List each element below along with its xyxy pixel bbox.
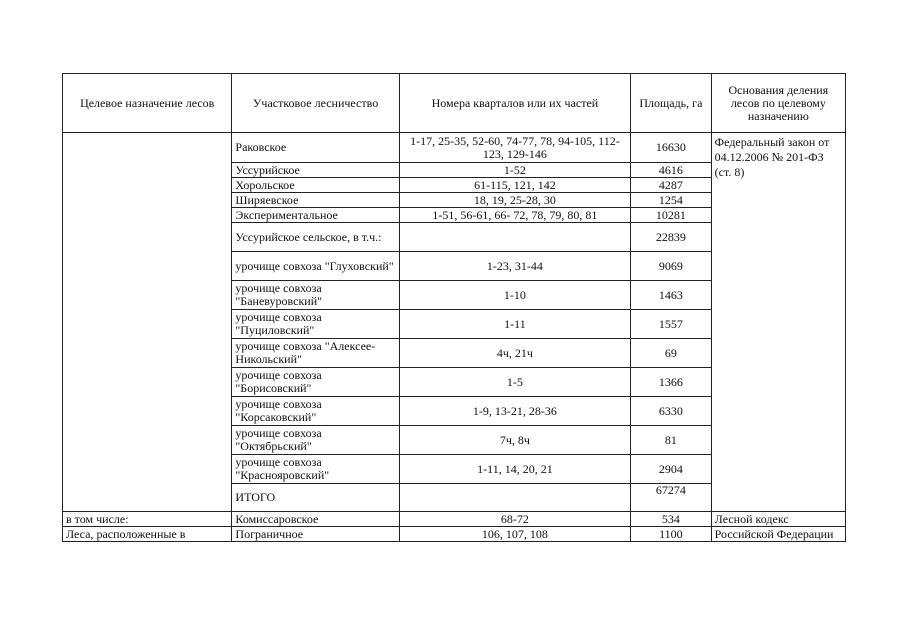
area-cell: 534	[631, 512, 712, 527]
header-district: Участковое лесничество	[232, 74, 399, 133]
quarters-cell: 68-72	[399, 512, 630, 527]
area-cell: 4287	[631, 178, 712, 193]
quarters-cell: 1-17, 25-35, 52-60, 74-77, 78, 94-105, 112-123, 129-146	[399, 133, 630, 163]
district-cell: Уссурийское	[232, 163, 399, 178]
basis-cell: Российской Федерации	[711, 527, 845, 542]
district-cell: урочище совхоза "Корсаковский"	[232, 397, 399, 426]
forest-purpose-table	[62, 73, 846, 542]
area-cell: 81	[631, 426, 712, 455]
header-area: Площадь, га	[631, 74, 712, 133]
district-cell: урочище совхоза "Краснояровский"	[232, 455, 399, 484]
quarters-cell: 1-5	[399, 368, 630, 397]
quarters-cell: 4ч, 21ч	[399, 339, 630, 368]
header-purpose: Целевое назначение лесов	[63, 74, 232, 133]
quarters-cell: 1-9, 13-21, 28-36	[399, 397, 630, 426]
area-cell: 9069	[631, 252, 712, 281]
basis-cell: Лесной кодекс	[711, 512, 845, 527]
basis-cell: Федеральный закон от 04.12.2006 № 201-ФЗ (ст. 8)	[711, 133, 845, 512]
area-cell: 2904	[631, 455, 712, 484]
district-cell: урочище совхоза "Октябрьский"	[232, 426, 399, 455]
area-cell: 22839	[631, 223, 712, 252]
area-cell: 6330	[631, 397, 712, 426]
quarters-cell	[399, 223, 630, 252]
area-cell: 1463	[631, 281, 712, 310]
district-cell: Уссурийское сельское, в т.ч.:	[232, 223, 399, 252]
district-cell: Хорольское	[232, 178, 399, 193]
district-cell: урочище совхоза "Баневуровский"	[232, 281, 399, 310]
area-cell: 1254	[631, 193, 712, 208]
quarters-cell: 18, 19, 25-28, 30	[399, 193, 630, 208]
district-cell: Комиссаровское	[232, 512, 399, 527]
quarters-cell: 61-115, 121, 142	[399, 178, 630, 193]
table-row	[63, 133, 846, 163]
table-row	[63, 512, 846, 527]
quarters-cell: 1-11	[399, 310, 630, 339]
area-cell: 69	[631, 339, 712, 368]
area-cell: 1366	[631, 368, 712, 397]
quarters-cell: 1-52	[399, 163, 630, 178]
quarters-cell: 1-10	[399, 281, 630, 310]
area-cell: 4616	[631, 163, 712, 178]
header-basis: Основания деления лесов по целевому назначению	[711, 74, 845, 133]
total-quarters-empty	[399, 484, 630, 512]
purpose-cell: Леса, расположенные в	[63, 527, 232, 542]
quarters-cell: 106, 107, 108	[399, 527, 630, 542]
table-header-row	[63, 74, 846, 133]
purpose-cell-empty	[63, 133, 232, 512]
district-cell: Ширяевское	[232, 193, 399, 208]
quarters-cell: 1-51, 56-61, 66- 72, 78, 79, 80, 81	[399, 208, 630, 223]
district-cell: Экспериментальное	[232, 208, 399, 223]
table-row	[63, 527, 846, 542]
district-cell: Пограничное	[232, 527, 399, 542]
header-quarters: Номера кварталов или их частей	[399, 74, 630, 133]
quarters-cell: 7ч, 8ч	[399, 426, 630, 455]
area-cell: 10281	[631, 208, 712, 223]
district-cell: урочище совхоза "Алексее-Никольский"	[232, 339, 399, 368]
district-cell: урочище совхоза "Пуциловский"	[232, 310, 399, 339]
total-label: ИТОГО	[232, 484, 399, 512]
district-cell: урочище совхоза "Глуховский"	[232, 252, 399, 281]
quarters-cell: 1-11, 14, 20, 21	[399, 455, 630, 484]
district-cell: Раковское	[232, 133, 399, 163]
area-cell: 16630	[631, 133, 712, 163]
district-cell: урочище совхоза "Борисовский"	[232, 368, 399, 397]
area-cell: 1557	[631, 310, 712, 339]
total-area: 67274	[631, 484, 712, 512]
purpose-cell: в том числе:	[63, 512, 232, 527]
quarters-cell: 1-23, 31-44	[399, 252, 630, 281]
area-cell: 1100	[631, 527, 712, 542]
